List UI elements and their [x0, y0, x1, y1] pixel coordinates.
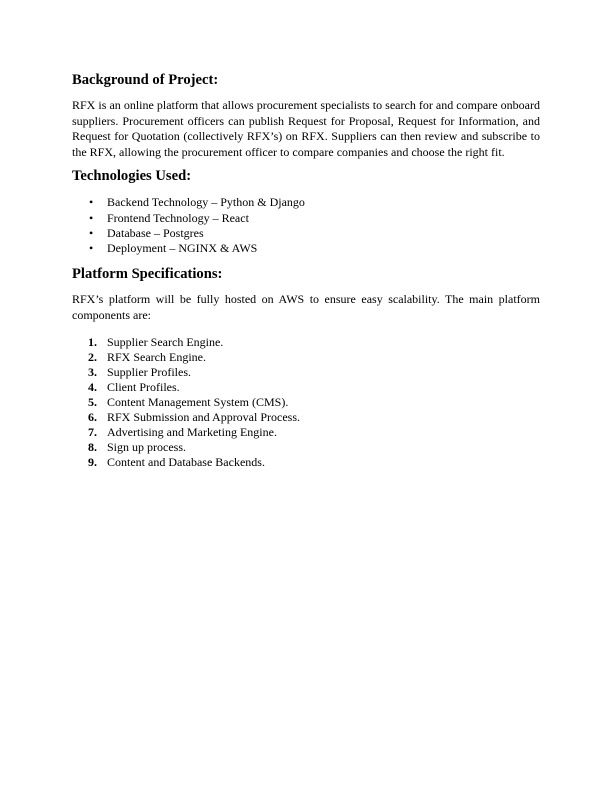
list-number: 7. [88, 425, 97, 440]
list-item [72, 365, 540, 380]
document-page [72, 72, 540, 470]
list-item-text: Client Profiles. [107, 380, 180, 395]
list-item-text: Sign up process. [107, 440, 186, 455]
platform-heading: Platform Specifications: [72, 266, 223, 283]
technologies-list [72, 195, 540, 256]
list-item-text: RFX Submission and Approval Process. [107, 410, 301, 425]
list-item [72, 410, 540, 425]
bullet-icon: • [89, 210, 94, 225]
list-item [72, 380, 540, 395]
components-list [72, 335, 540, 470]
list-item [72, 350, 540, 365]
list-item-text: Content and Database Backends. [107, 455, 265, 470]
list-item [72, 425, 540, 440]
list-number: 1. [88, 335, 97, 350]
list-item [72, 395, 540, 410]
list-number: 3. [88, 365, 97, 380]
background-heading: Background of Project: [72, 72, 219, 88]
list-number: 5. [88, 395, 97, 410]
list-number: 8. [88, 440, 97, 455]
list-item [72, 211, 540, 226]
list-item [72, 195, 540, 210]
list-number: 2. [88, 350, 97, 365]
list-item-text: Supplier Profiles. [107, 365, 191, 380]
bullet-icon: • [89, 195, 94, 210]
list-number: 9. [88, 455, 97, 470]
technologies-heading: Technologies Used: [72, 168, 192, 185]
list-item [72, 455, 540, 470]
background-paragraph: RFX is an online platform that allows procurement specialists to search for and compare onboard suppliers. Procurement officers can publish Request for Proposal, Request for Information, and Request for Quotation (collectively RFX’s) on RFX. Suppliers can then review and subscribe to the RFX, allowing the procurement officer to compare companies and choose the right fit. [72, 98, 540, 159]
list-item-text: Advertising and Marketing Engine. [107, 425, 277, 440]
bullet-icon: • [89, 240, 94, 255]
list-item-text: Deployment – NGINX & AWS [107, 240, 258, 255]
list-item-text: Database – Postgres [107, 225, 204, 240]
list-item [72, 226, 540, 241]
list-item-text: Backend Technology – Python & Django [107, 195, 305, 210]
platform-paragraph: RFX’s platform will be fully hosted on AWS to ensure easy scalability. The main platform components are: [72, 292, 540, 322]
list-item-text: Supplier Search Engine. [107, 335, 224, 350]
list-item-text: Content Management System (CMS). [107, 395, 289, 410]
list-item-text: RFX Search Engine. [107, 350, 206, 365]
list-item-text: Frontend Technology – React [107, 210, 249, 225]
list-number: 6. [88, 410, 97, 425]
list-item [72, 335, 540, 350]
list-number: 4. [88, 380, 97, 395]
list-item [72, 241, 540, 256]
bullet-icon: • [89, 225, 94, 240]
list-item [72, 440, 540, 455]
